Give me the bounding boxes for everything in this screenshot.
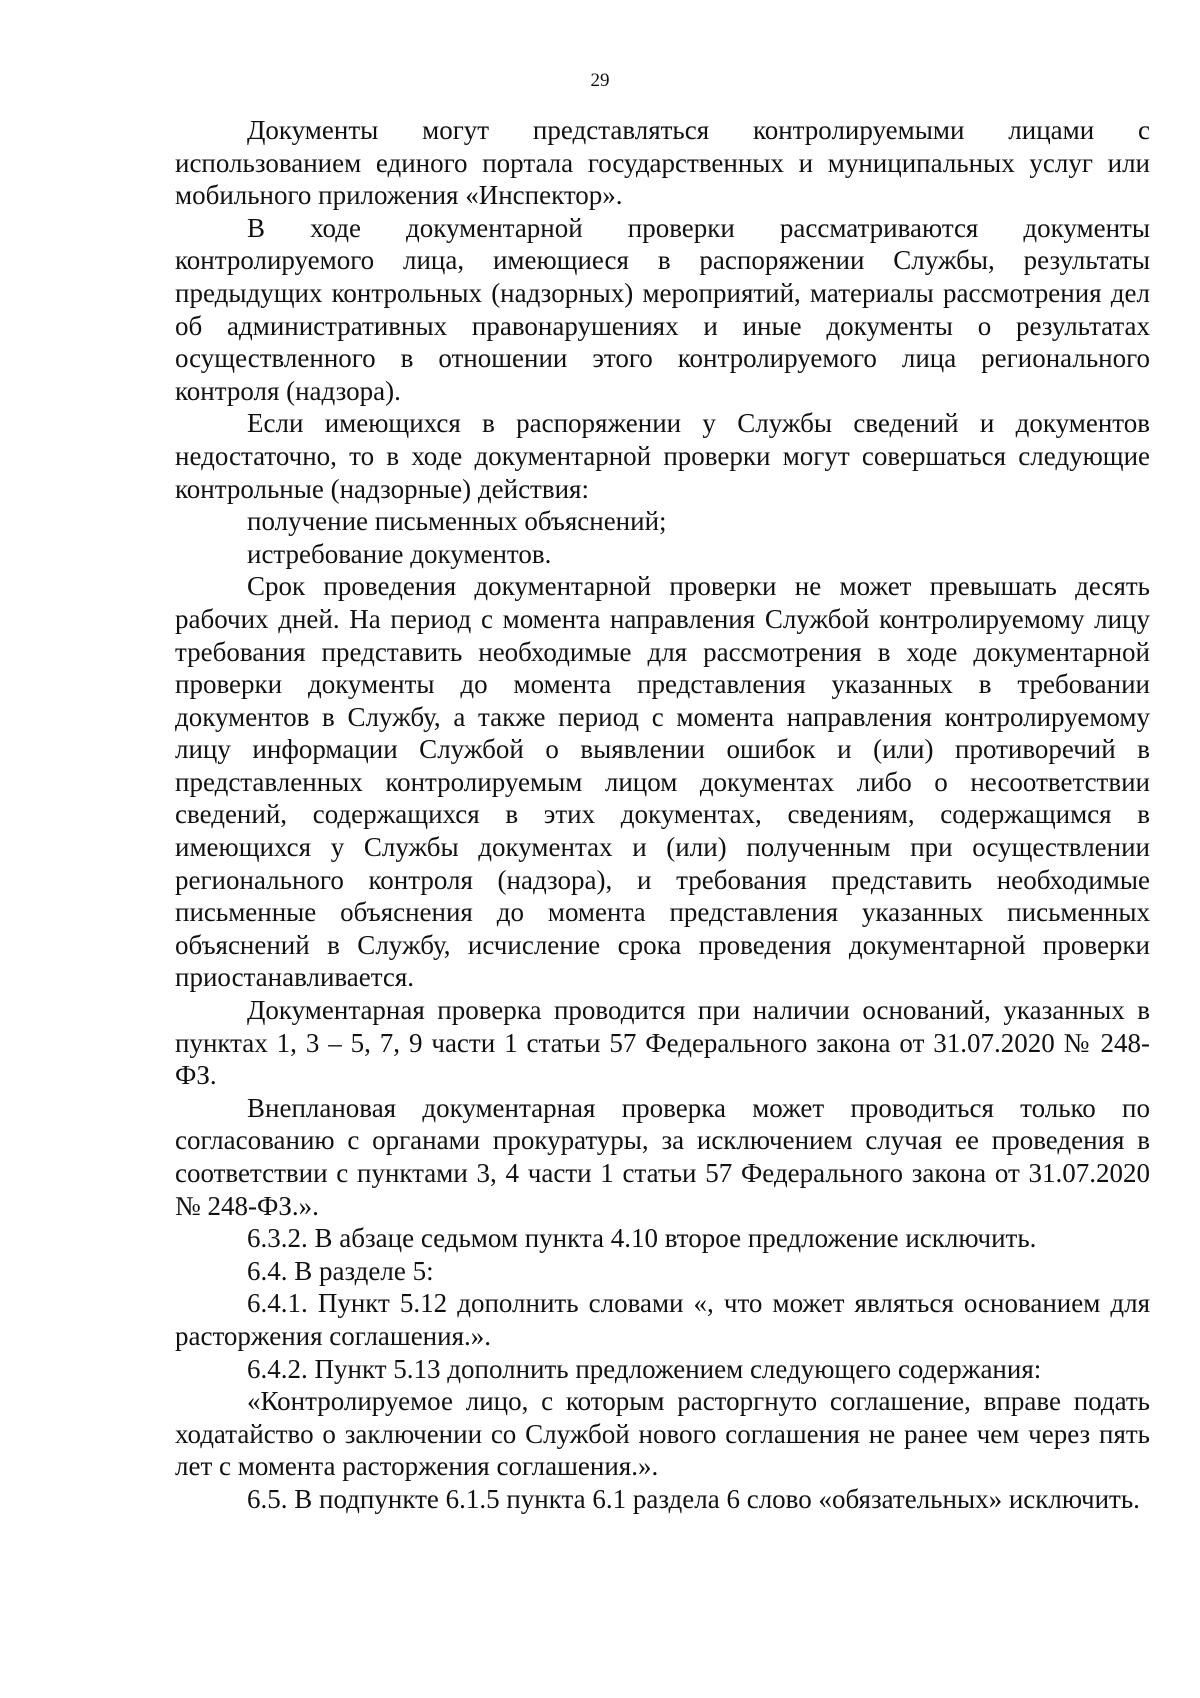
paragraph: 6.5. В подпункте 6.1.5 пункта 6.1 раздела 6 слово «обязательных» исключить. — [247, 1483, 1140, 1514]
paragraph: Если имеющихся в распоряжении у Службы сведений и документов недостаточно, то в ходе документарной проверки могут совершаться следующие контрольные (надзорные) действия: — [175, 408, 1150, 504]
paragraph: 6.4.1. Пункт 5.12 дополнить словами «, что может являться основанием для расторжения соглашения.». — [175, 1288, 1150, 1351]
paragraph: Внеплановая документарная проверка может проводиться только по согласованию с органами прокуратуры, за исключением случая ее проведения в соответствии с пунктами 3, 4 части 1 статьи 57 Федерального закона от 31.07.2020 № 248-ФЗ.». — [175, 1092, 1150, 1221]
paragraph: Срок проведения документарной проверки не может превышать десять рабочих дней. На период с момента направления Службой контролируемому лицу требования представить необходимые для рассмотрения в ходе документарной проверки документы до момента представления указанных в требовании документов в Службу, а также период с момента направления контролируемому лицу информации Службой о выявлении ошибок и (или) противоречий в представленных контролируемым лицом документах либо о несоответствии сведений, содержащихся в этих документах, сведениям, содержащимся в имеющихся у Службы документах и (или) полученным при осуществлении регионального контроля (надзора), и требования представить необходимые письменные объяснения до момента представления указанных письменных объяснений в Службу, исчисление срока проведения документарной проверки приостанавливается. — [175, 571, 1150, 993]
paragraph: 6.4.2. Пункт 5.13 дополнить предложением следующего содержания: — [247, 1353, 1042, 1384]
paragraph: «Контролируемое лицо, с которым расторгнуто соглашение, вправе подать ходатайство о заключении со Службой нового соглашения не ранее чем через пять лет с момента расторжения соглашения.». — [175, 1386, 1150, 1482]
page-number: 29 — [590, 70, 610, 91]
document-body — [175, 114, 1150, 1516]
paragraph: Документарная проверка проводится при наличии оснований, указанных в пунктах 1, 3 – 5, 7, 9 части 1 статьи 57 Федерального закона от 31.07.2020 № 248-ФЗ. — [175, 995, 1150, 1091]
paragraph: 6.4. В разделе 5: — [247, 1255, 434, 1286]
paragraph: В ходе документарной проверки рассматриваются документы контролируемого лица, имеющиеся в распоряжении Службы, результаты предыдущих контрольных (надзорных) мероприятий, материалы рассмотрения дел об административных правонарушениях и иные документы о результатах осуществленного в отношении этого контролируемого лица регионального контроля (надзора). — [175, 212, 1150, 406]
paragraph: получение письменных объяснений; — [247, 506, 667, 537]
paragraph: истребование документов. — [247, 538, 552, 569]
paragraph: Документы могут представляться контролируемыми лицами с использованием единого портала государственных и муниципальных услуг или мобильного приложения «Инспектор». — [175, 115, 1150, 211]
paragraph: 6.3.2. В абзаце седьмом пункта 4.10 второе предложение исключить. — [247, 1223, 1037, 1254]
